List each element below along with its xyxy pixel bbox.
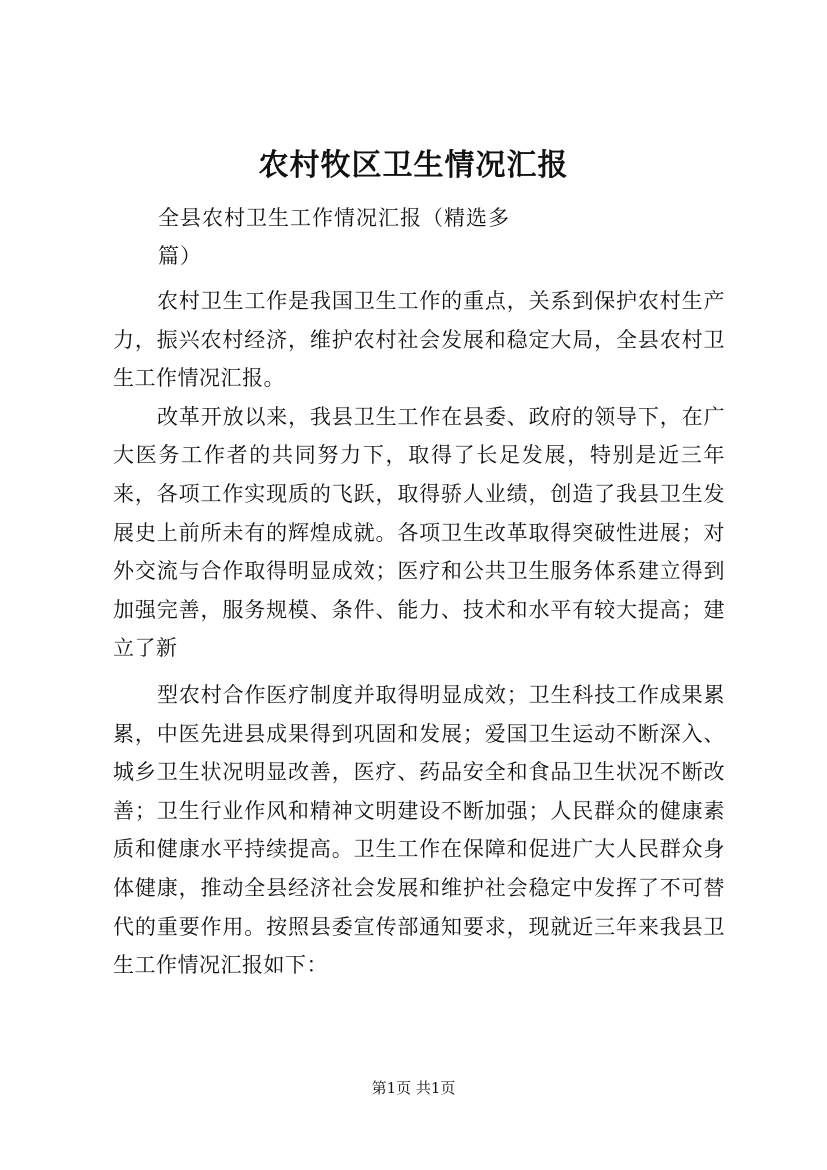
document-body <box>113 282 725 985</box>
paragraph-2: 改革开放以来，我县卫生工作在县委、政府的领导下，在广大医务工作者的共同努力下，取得了长足发展，特别是近三年来，各项工作实现质的飞跃，取得骄人业绩，创造了我县卫生发展史上前所未有的辉煌成就。各项卫生改革取得突破性进展；对外交流与合作取得明显成效；医疗和公共卫生服务体系建立得到加强完善，服务规模、条件、能力、技术和水平有较大提高；建立了新 <box>113 404 725 661</box>
document-subtitle <box>158 199 558 275</box>
paragraph-3: 型农村合作医疗制度并取得明显成效；卫生科技工作成果累累，中医先进县成果得到巩固和发展；爱国卫生运动不断深入、城乡卫生状况明显改善，医疗、药品安全和食品卫生状况不断改善；卫生行业作风和精神文明建设不断加强；人民群众的健康素质和健康水平持续提高。卫生工作在保障和促进广大人民群众身体健康，推动全县经济社会发展和维护社会稳定中发挥了不可替代的重要作用。按照县委宣传部通知要求，现就近三年来我县卫生工作情况汇报如下： <box>113 682 725 978</box>
paragraph-1: 农村卫生工作是我国卫生工作的重点，关系到保护农村生产力，振兴农村经济，维护农村社会发展和稳定大局，全县农村卫生工作情况汇报。 <box>113 289 725 391</box>
document-title: 农村牧区卫生情况汇报 <box>258 148 569 183</box>
page-footer: 第1页 共1页 <box>371 1079 456 1097</box>
subtitle-line-1: 全县农村卫生工作情况汇报（精选多 <box>158 206 510 230</box>
subtitle-line-2: 篇） <box>158 244 202 268</box>
